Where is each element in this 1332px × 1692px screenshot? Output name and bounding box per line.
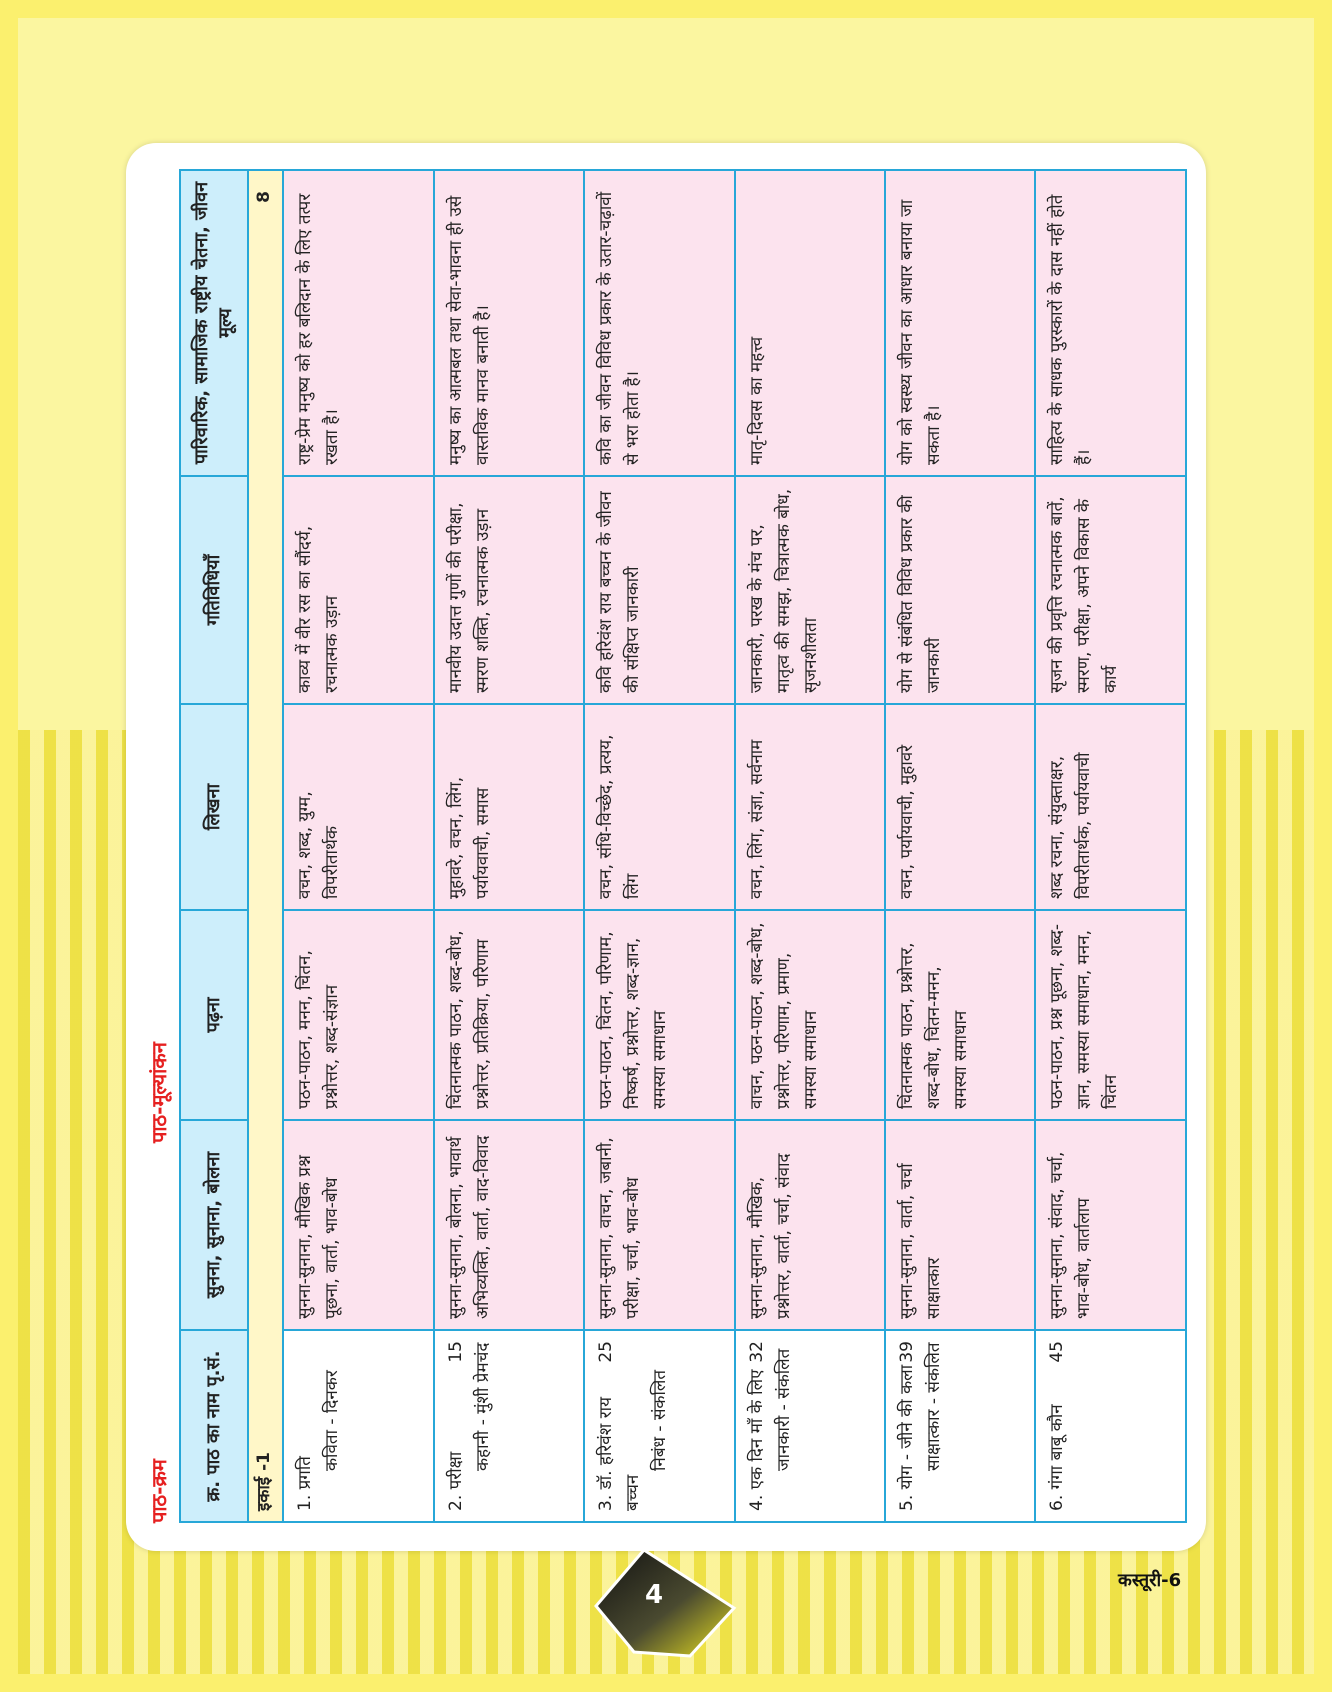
table-row [1035, 170, 1186, 1522]
lesson-genre-author: कहानी - मुंशी प्रेमचंद [472, 1342, 493, 1471]
section-heading-lesson-order: पाठ-क्रम [147, 1459, 171, 1523]
lesson-genre-author: निबंध - संकलित [650, 1369, 671, 1471]
unit-label: इकाई -1 [254, 1452, 275, 1511]
lesson-page-number: 15 [445, 1341, 466, 1363]
table-row [735, 170, 885, 1522]
lesson-genre-author: जानकारी - संकलित [773, 1348, 794, 1471]
activity-cell: कवि हरिवंश राय बच्चन के जीवन की संक्षिप्त जानकारी [584, 476, 734, 704]
header-listening: सुनना, सुनाना, बोलना [180, 1120, 248, 1330]
page-number: 4 [644, 1580, 664, 1610]
listening-cell: सुनना-सुनाना, मौखिक, प्रश्नोत्तर, वार्ता, चर्चा, संवाद [735, 1120, 885, 1330]
header-lesson-name: क्र. पाठ का नाम पृ.सं. [180, 1330, 248, 1522]
lesson-page-number: 45 [1047, 1341, 1068, 1363]
values-cell: मनुष्य का आत्मबल तथा सेवा-भावना ही उसे वास्तविक मानव बनाती है। [434, 170, 584, 476]
unit-cell [248, 170, 283, 1522]
syllabus-table [179, 169, 1187, 1523]
writing-cell: मुहावरे, वचन, लिंग, पर्यायवाची, समास [434, 704, 584, 910]
lesson-page-number: 32 [746, 1341, 767, 1363]
writing-cell: वचन, पर्यायवाची, मुहावरे [885, 704, 1035, 910]
activity-cell: योग से संबंधित विविध प्रकार की जानकारी [885, 476, 1035, 704]
table-headings [145, 171, 175, 1523]
header-reading: पढ़ना [180, 910, 248, 1120]
writing-cell: वचन, लिंग, संज्ञा, सर्वनाम [735, 704, 885, 910]
table-header-row [180, 170, 248, 1522]
reading-cell: पठन-पाठन, चिंतन, परिणाम, निष्कर्ष, प्रश्नोत्तर, शब्द-ज्ञान, समस्या समाधान [584, 910, 734, 1120]
values-cell: राष्ट्र-प्रेम मनुष्य को हर बलिदान के लिए तत्पर रखता है। [283, 170, 433, 476]
writing-cell: शब्द रचना, संयुक्ताक्षर, विपरीतार्थक, पर्यायवाची [1035, 704, 1186, 910]
unit-row [248, 170, 283, 1522]
reading-cell: पठन-पाठन, प्रश्न पूछना, शब्द-ज्ञान, समस्या समाधान, मनन, चिंतन [1035, 910, 1186, 1120]
section-heading-lesson-evaluation: पाठ-मूल्यांकन [147, 1042, 171, 1143]
lesson-cell [283, 1330, 433, 1522]
header-writing: लिखना [180, 704, 248, 910]
lesson-title: 3. डॉ. हरिवंश राय बच्चन [596, 1397, 644, 1511]
lesson-title: 2. परीक्षा [445, 1451, 466, 1511]
listening-cell: सुनना-सुनाना, संवाद, चर्चा, भाव-बोध, वार्तालाप [1035, 1120, 1186, 1330]
values-cell: योग को स्वस्थ्य जीवन का आधार बनाया जा सकता है। [885, 170, 1035, 476]
header-activities: गतिविधियाँ [180, 476, 248, 704]
lesson-cell [584, 1330, 734, 1522]
values-cell: मातृ-दिवस का महत्त्व [735, 170, 885, 476]
lesson-genre-author: कविता - दिनकर [322, 1370, 343, 1471]
activity-cell: सृजन की प्रवृत्ति रचनात्मक बातें, स्मरण, परीक्षा, अपने विकास के कार्य [1035, 476, 1186, 704]
unit-page-number: 8 [254, 191, 275, 203]
table-row [434, 170, 584, 1522]
lesson-title: 5. योग - जीने की कला [896, 1364, 917, 1511]
activity-cell: मानवीय उदात्त गुणों की परीक्षा, स्मरण शक्ति, रचनात्मक उड़ान [434, 476, 584, 704]
lesson-title: 4. एक दिन माँ के लिए [746, 1369, 767, 1511]
lesson-cell [1035, 1330, 1186, 1522]
rotated-table-container [145, 171, 1187, 1523]
listening-cell: सुनना-सुनाना, वाचन, जबानी, परीक्षा, चर्चा, भाव-बोध [584, 1120, 734, 1330]
reading-cell: चिंतनात्मक पाठन, शब्द-बोध, प्रश्नोत्तर, प्रतिक्रिया, परिणाम [434, 910, 584, 1120]
lesson-cell [735, 1330, 885, 1522]
writing-cell: वचन, संधि-विच्छेद, प्रत्यय, लिंग [584, 704, 734, 910]
listening-cell: सुनना-सुनाना, बोलना, भावार्थ अभिव्यक्ति, वार्ता, वाद-विवाद [434, 1120, 584, 1330]
table-row [584, 170, 734, 1522]
activity-cell: काव्य में वीर रस का सौंदर्य, रचनात्मक उड़ान [283, 476, 433, 704]
lesson-cell [434, 1330, 584, 1522]
writing-cell: वचन, शब्द, युग्म, विपरीतार्थक [283, 704, 433, 910]
table-row [885, 170, 1035, 1522]
activity-cell: जानकारी, परख के मंच पर, मातृत्व की समझ, चित्रात्मक बोध, सृजनशीलता [735, 476, 885, 704]
lesson-cell [885, 1330, 1035, 1522]
lesson-page-number: 39 [896, 1341, 917, 1363]
values-cell: कवि का जीवन विविध प्रकार के उतार-चढ़ावों से भरा होता है। [584, 170, 734, 476]
lesson-page-number: 25 [596, 1341, 617, 1363]
lesson-genre-author: साक्षात्कार - संकलित [923, 1342, 944, 1471]
lesson-title: 1. प्रगति [295, 1456, 316, 1511]
reading-cell: चिंतनात्मक पाठन, प्रश्नोत्तर, शब्द-बोध, चिंतन-मनन, समस्या समाधान [885, 910, 1035, 1120]
header-values: पारिवारिक, सामाजिक राष्ट्रीय चेतना, जीवन मूल्य [180, 170, 248, 476]
table-row [283, 170, 433, 1522]
listening-cell: सुनना-सुनाना, वार्ता, चर्चा साक्षात्कार [885, 1120, 1035, 1330]
listening-cell: सुनना-सुनाना, मौखिक प्रश्न पूछना, वार्ता, भाव-बोध [283, 1120, 433, 1330]
reading-cell: वाचन, पठन-पाठन, शब्द-बोध, प्रश्नोत्तर, परिणाम, प्रमाण, समस्या समाधान [735, 910, 885, 1120]
book-name-footer: कस्तूरी-6 [1118, 1570, 1182, 1591]
reading-cell: पठन-पाठन, मनन, चिंतन, प्रश्नोत्तर, शब्द-संज्ञान [283, 910, 433, 1120]
values-cell: साहित्य के साधक पुरस्कारों के दास नहीं होते हैं। [1035, 170, 1186, 476]
lesson-title: 6. गंगा बाबू कौन [1047, 1404, 1068, 1511]
